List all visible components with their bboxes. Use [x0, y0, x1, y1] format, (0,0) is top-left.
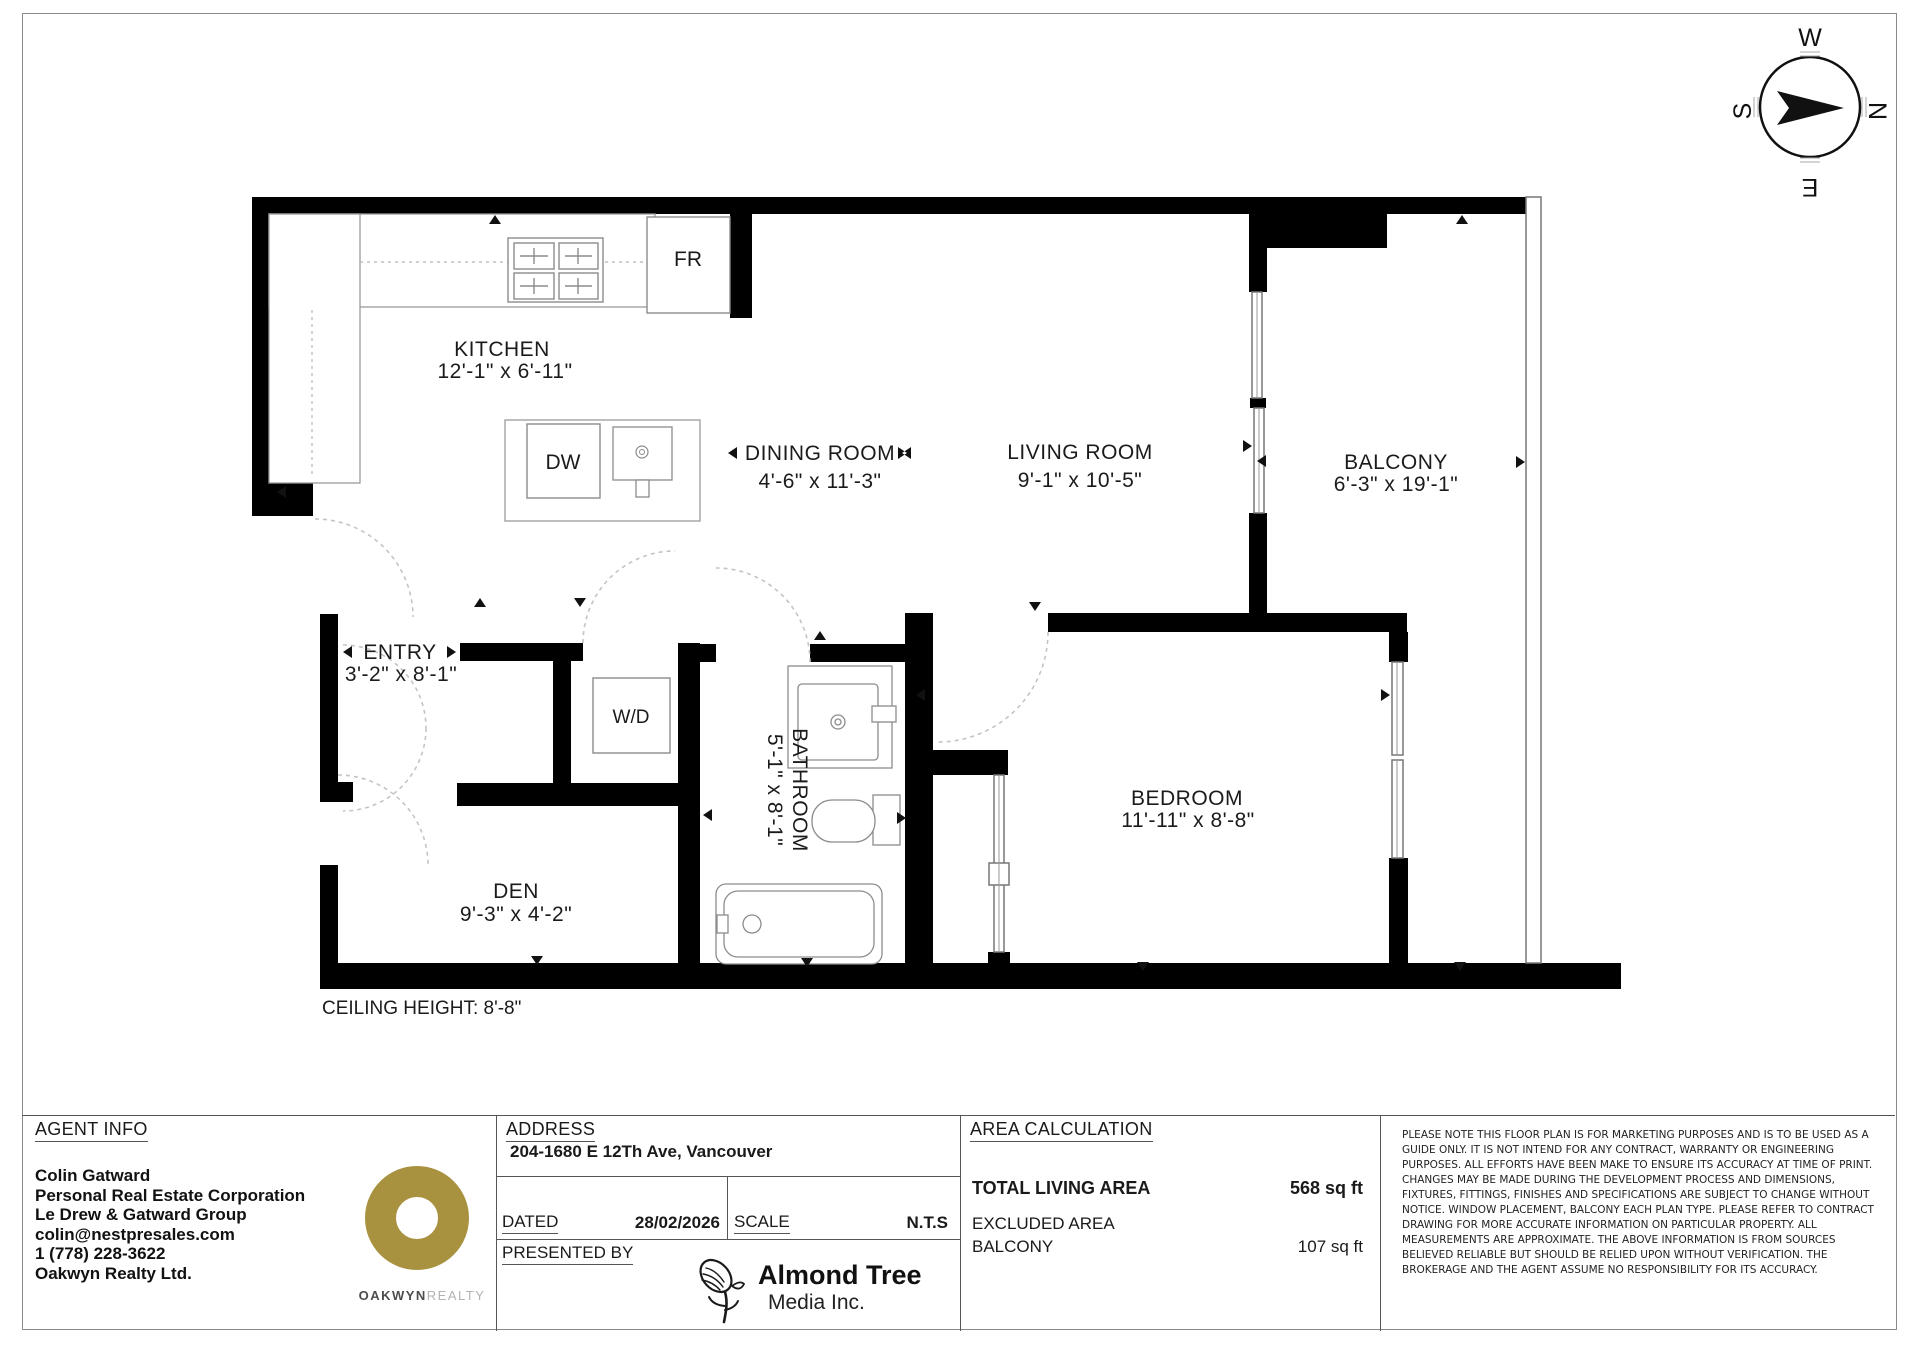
dated-label: DATED	[502, 1212, 558, 1234]
address-heading: ADDRESS	[506, 1119, 595, 1142]
agent-phone: 1 (778) 228-3622	[35, 1244, 166, 1263]
agent-email: colin@nestpresales.com	[35, 1224, 235, 1244]
balcony-label: BALCONY	[1344, 451, 1448, 474]
compass-south-label: S	[1729, 102, 1757, 120]
area-calculation-section	[960, 1116, 1380, 1331]
address-value: 204-1680 E 12Th Ave, Vancouver	[510, 1142, 773, 1161]
living-room-label: LIVING ROOM	[1007, 441, 1153, 464]
dining-room-dims: 4'-6" x 11'-3"	[758, 470, 882, 493]
total-living-area-value: 568 sq ft	[1289, 1178, 1363, 1198]
oakwyn-wordmark: OAKWYNREALTY	[358, 1288, 486, 1303]
excluded-area-room: BALCONY	[972, 1237, 1054, 1256]
scale-value: N.T.S	[906, 1213, 948, 1232]
almond-sprout-icon	[692, 1254, 754, 1326]
compass-north-label: N	[1863, 101, 1891, 121]
scale-label: SCALE	[734, 1212, 790, 1234]
oakwyn-logo-icon	[365, 1166, 469, 1270]
kitchen-label: KITCHEN	[454, 338, 550, 361]
washer-dryer-label: W/D	[612, 707, 650, 728]
living-room-dims: 9'-1" x 10'-5"	[1017, 469, 1143, 492]
presenter-name: Almond Tree	[758, 1260, 922, 1290]
presenter-subtitle: Media Inc.	[768, 1291, 865, 1314]
disclaimer-text: PLEASE NOTE THIS FLOOR PLAN IS FOR MARKETING PURPOSES AND IS TO BE USED AS A GUIDE ONLY. IT IS NOT INTEND FOR ANY CONTRACT, WARRANTY OR ENGINEERING PURPOSES. ALL EFFORTS HAVE BEEN MAKE TO ENSURE ITS ACCURACY AT TIME OF PRINT. CHANGES MAY BE MADE DURING THE DEVELOPMENT PROCESS AND DIMENSIONS, FIXTURES, FITTINGS, FINISHES AND SPECIFICATIONS ARE SUBJECT TO CHANGE WITHOUT NOTICE. WINDOW PLACEMENT, BALCONY EACH PLAN TYPE. PLEASE REFER TO CONTRACT DRAWING FOR MORE ACCURATE INFORMATION ON PARTICULAR PROPERTY. ALL MEASUREMENTS ARE APPROXIMATE. THE ABOVE INFORMATION IS FROM SOURCES BELIEVED RELIABLE BUT SHOULD BE RELIED UPON WITHOUT VERIFICATION. THE BROKERAGE AND THE AGENT ASSUME NO RESPONSIBILITY FOR ITS ACCURACY.	[1402, 1129, 1874, 1276]
bathroom-dims: 5'-1" x 8'-1"	[763, 733, 786, 847]
kitchen-dims: 12'-1" x 6'-11"	[437, 360, 573, 383]
agent-info-section	[22, 1116, 496, 1331]
den-label: DEN	[493, 880, 539, 903]
agent-group: Le Drew & Gatward Group	[35, 1205, 247, 1224]
fridge-label: FR	[674, 248, 702, 271]
agent-info-heading: AGENT INFO	[35, 1119, 148, 1142]
excluded-area-value: 107 sq ft	[1297, 1237, 1363, 1256]
excluded-area-label: EXCLUDED AREA	[972, 1214, 1115, 1233]
divider	[496, 1176, 960, 1177]
area-calculation-heading: AREA CALCULATION	[970, 1119, 1153, 1142]
dishwasher-label: DW	[545, 451, 581, 474]
agent-brokerage: Oakwyn Realty Ltd.	[35, 1263, 192, 1283]
entry-label: ENTRY	[363, 641, 437, 664]
compass-east-label: E	[1801, 173, 1819, 201]
balcony-dims: 6'-3" x 19'-1"	[1333, 473, 1459, 496]
almond-tree-logo	[692, 1254, 954, 1326]
bedroom-label: BEDROOM	[1130, 787, 1244, 810]
agent-name: Colin Gatward	[35, 1166, 151, 1185]
ceiling-height-note: CEILING HEIGHT: 8'-8"	[322, 998, 522, 1019]
bathroom-label: BATHROOM	[788, 728, 811, 852]
dining-room-label: DINING ROOM	[744, 442, 896, 465]
presented-by-label: PRESENTED BY	[502, 1243, 633, 1265]
entry-dims: 3'-2" x 8'-1"	[344, 663, 458, 686]
dated-value: 28/02/2026	[634, 1213, 720, 1232]
bedroom-dims: 11'-11" x 8'-8"	[1121, 809, 1255, 832]
total-living-area-label: TOTAL LIVING AREA	[972, 1178, 1151, 1198]
den-dims: 9'-3" x 4'-2"	[459, 903, 573, 926]
footer-table	[22, 1115, 1895, 1331]
divider	[496, 1239, 960, 1240]
divider	[727, 1176, 728, 1239]
address-section	[496, 1116, 960, 1331]
compass-west-label: W	[1798, 24, 1822, 52]
disclaimer-section	[1380, 1116, 1895, 1331]
agent-title: Personal Real Estate Corporation	[35, 1185, 306, 1205]
